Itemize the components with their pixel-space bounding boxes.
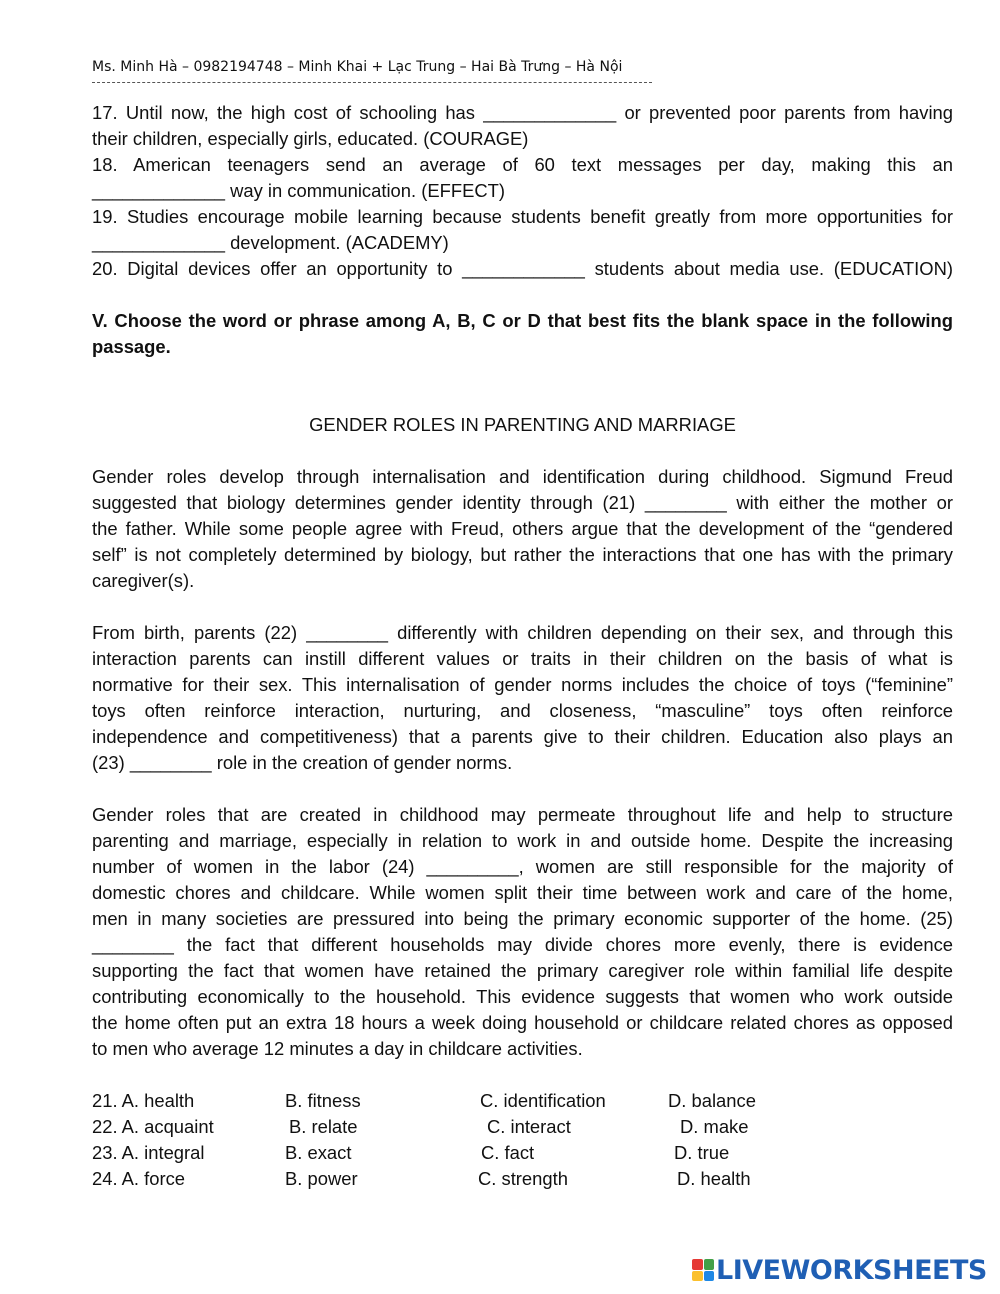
paragraph-3 — [92, 802, 953, 1062]
option-c: C. fact — [481, 1142, 535, 1163]
page-header: Ms. Minh Hà – 0982194748 – Minh Khai + Lạc Trung – Hai Bà Trưng – Hà Nội — [92, 59, 623, 75]
passage-line: supporting the fact that women have retained the primary caregiver role within familial life despite — [92, 960, 953, 981]
option-b: B. exact — [285, 1142, 352, 1163]
option-d: D. balance — [668, 1090, 756, 1111]
liveworksheets-logo — [692, 1255, 987, 1285]
question-line: _____________ development. (ACADEMY) — [92, 232, 449, 253]
passage-line: contributing economically to the household. This evidence suggests that women who work outside — [92, 986, 953, 1007]
passage-line: number of women in the labor (24) _________, women are still responsible for the majority of — [92, 856, 953, 877]
option-b: B. power — [285, 1168, 358, 1189]
logo-text: LIVEWORKSHEETS — [716, 1254, 987, 1286]
passage-line: normative for their sex. This internalisation of gender norms includes the choice of toys (“feminine” — [92, 674, 953, 695]
passage-line: parenting and marriage, especially in relation to work in and outside home. Despite the increasing — [92, 830, 953, 851]
option-row — [92, 1088, 953, 1114]
option-row — [92, 1166, 953, 1192]
option-a: 21. A. health — [92, 1090, 195, 1111]
question-line: 20. Digital devices offer an opportunity to ____________ students about media use. (EDUCATION) — [92, 258, 953, 279]
passage-title: GENDER ROLES IN PARENTING AND MARRIAGE — [309, 414, 736, 435]
passage-line: From birth, parents (22) ________ differently with children depending on their sex, and through this — [92, 622, 953, 643]
passage-line: suggested that biology determines gender identity through (21) ________ with either the mother or — [92, 492, 953, 513]
passage-line: interaction parents can instill different values or traits in their children on the basis of what is — [92, 648, 953, 669]
option-c: C. interact — [487, 1116, 571, 1137]
passage-line: toys often reinforce interaction, nurturing, and closeness, “masculine” toys often reinforce — [92, 700, 953, 721]
option-row — [92, 1140, 953, 1166]
option-a: 23. A. integral — [92, 1142, 205, 1163]
passage-line: domestic chores and childcare. While women split their time between work and care of the home, — [92, 882, 953, 903]
passage-line: men in many societies are pressured into being the primary economic supporter of the home. (25) — [92, 908, 953, 929]
section-v-instruction — [92, 308, 953, 360]
section-iv-questions — [92, 100, 953, 282]
logo-mark-icon — [692, 1259, 714, 1281]
passage-line: Gender roles develop through internalisation and identification during childhood. Sigmund Freud — [92, 466, 953, 487]
question-line: 18. American teenagers send an average of 60 text messages per day, making this an — [92, 154, 953, 175]
passage-line: ________ the fact that different households may divide chores more evenly, there is evidence — [92, 934, 953, 955]
passage-line: caregiver(s). — [92, 570, 195, 591]
option-a: 22. A. acquaint — [92, 1116, 214, 1137]
paragraph-1 — [92, 464, 953, 594]
worksheet-content — [92, 100, 953, 1192]
passage-line: independence and competitiveness) that a parents give to their children. Education also plays an — [92, 726, 953, 747]
option-b: B. fitness — [285, 1090, 361, 1111]
option-row — [92, 1114, 953, 1140]
option-d: D. make — [680, 1116, 749, 1137]
header-divider — [92, 82, 652, 89]
instruction-line: V. Choose the word or phrase among A, B, C or D that best fits the blank space in the following — [92, 310, 953, 331]
instruction-line: passage. — [92, 336, 171, 357]
option-a: 24. A. force — [92, 1168, 186, 1189]
question-line: their children, especially girls, educated. (COURAGE) — [92, 128, 529, 149]
passage-line: Gender roles that are created in childhood may permeate throughout life and help to structure — [92, 804, 953, 825]
passage-line: to men who average 12 minutes a day in childcare activities. — [92, 1038, 583, 1059]
option-d: D. true — [674, 1142, 730, 1163]
question-line: _____________ way in communication. (EFFECT) — [92, 180, 505, 201]
paragraph-2 — [92, 620, 953, 776]
passage-line: the father. While some people agree with Freud, others argue that the development of the “gendered — [92, 518, 953, 539]
question-line: 17. Until now, the high cost of schooling has _____________ or prevented poor parents from having — [92, 102, 953, 123]
option-c: C. strength — [478, 1168, 568, 1189]
passage-line: the home often put an extra 18 hours a week doing household or childcare related chores as opposed — [92, 1012, 953, 1033]
option-c: C. identification — [480, 1090, 606, 1111]
answer-options — [92, 1088, 953, 1192]
passage-line: (23) ________ role in the creation of gender norms. — [92, 752, 513, 773]
passage-line: self” is not completely determined by biology, but rather the interactions that one has with the primary — [92, 544, 953, 565]
option-b: B. relate — [289, 1116, 358, 1137]
question-line: 19. Studies encourage mobile learning because students benefit greatly from more opportunities for — [92, 206, 953, 227]
option-d: D. health — [677, 1168, 751, 1189]
